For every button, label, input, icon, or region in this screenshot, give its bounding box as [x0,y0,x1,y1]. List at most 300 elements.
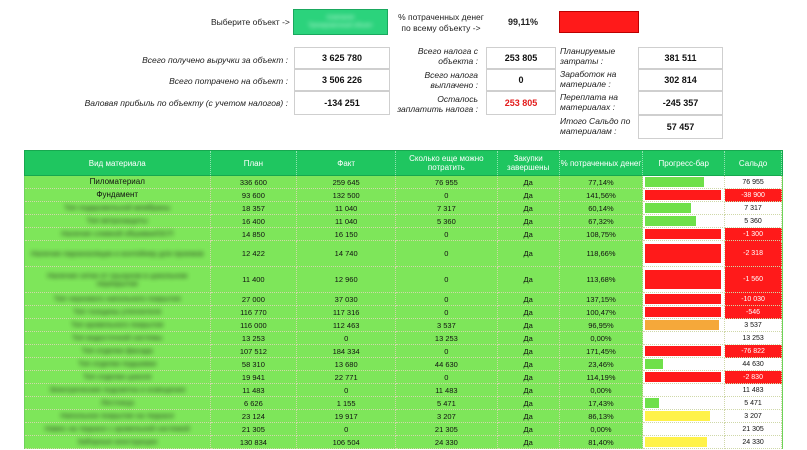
cell-spent-percent-text: 0,00% [590,385,612,395]
cell-material-name [25,176,211,189]
cell-remaining [396,267,498,293]
cell-remaining-text: 0 [444,275,449,284]
cell-plan-text: 12 422 [241,249,265,258]
progress-bar-fill [645,244,721,264]
cell-spent-percent [560,410,644,423]
cell-material-name [25,397,211,410]
cell-balance [725,332,782,345]
cell-fact [297,228,396,241]
cell-plan-text: 58 310 [241,359,265,369]
cell-material-name-text: Тип подкровельной мембраны [64,203,171,212]
cell-material-name [25,384,211,397]
tax-total-label: Всего налога с объекта : [417,46,478,66]
cell-fact [297,241,396,267]
table-row[interactable] [24,202,783,215]
cell-plan [211,345,298,358]
overall-status-indicator [559,11,639,33]
cell-spent-percent [560,176,644,189]
cell-material-name-text: Наличие сетки от грызунов в цокольном перекрытии [47,270,188,288]
cell-plan-text: 107 512 [239,346,267,356]
cell-progress [643,397,725,410]
cell-material-name [25,228,211,241]
cell-balance [725,189,782,202]
cell-fact [297,202,396,215]
cell-remaining [396,293,498,306]
col-material: Вид материала [25,151,211,175]
cell-plan-text: 16 400 [241,216,265,226]
cell-material-name-text: Наличие сливной обшивки/ОСП [61,229,174,238]
cell-remaining [396,397,498,410]
cell-material-name [25,436,211,449]
cell-spent-percent-text: 118,66% [586,249,616,258]
cell-fact-text: 0 [344,424,349,434]
cell-balance [725,267,782,293]
cell-progress [643,306,725,319]
cell-material-name [25,410,211,423]
cell-spent-percent-text: 137,15% [586,294,616,304]
cell-purchases-done [498,293,560,306]
cell-progress [643,423,725,436]
cell-spent-percent [560,436,644,449]
cell-remaining [396,384,498,397]
planned-costs-label: Планируемые затраты : [560,46,616,66]
cell-material-name [25,423,211,436]
cell-material-name-text: Напольное покрытие на террасе [60,411,175,420]
cell-plan [211,241,298,267]
cell-balance [725,319,782,332]
cell-plan [211,306,298,319]
cell-plan-text: 27 000 [241,294,265,304]
table-row[interactable] [24,267,783,293]
cell-spent-percent-text: 141,56% [586,190,616,200]
cell-plan-text: 21 305 [241,424,265,434]
cell-remaining-text: 0 [444,346,449,356]
cell-spent-percent-text: 100,47% [586,307,616,317]
cell-material-name [25,319,211,332]
cell-spent-percent-text: 67,32% [588,216,614,226]
cell-plan [211,384,298,397]
cell-plan-text: 19 941 [241,372,265,382]
cell-purchases-done-text: Да [523,372,533,382]
cell-material-name-text: Тип отделки фасада [81,346,153,355]
cell-material-name-text: Тип водосточной системы [72,333,163,342]
cell-spent-percent-text: 23,46% [588,359,614,369]
select-object-label: Выберите объект -> [211,17,290,27]
cell-remaining [396,189,498,202]
cell-spent-percent [560,423,644,436]
cell-material-name [25,189,211,202]
cell-fact-text: 12 960 [334,275,358,284]
col-plan: План [211,151,298,175]
cell-purchases-done-text: Да [523,294,533,304]
materials-table [24,150,783,449]
cell-plan-text: 13 253 [241,333,265,343]
cell-balance-text: 5 471 [744,399,762,407]
cell-material-name-text: Навес на террасе с кровельной системой [44,424,190,433]
cell-remaining-text: 0 [444,190,449,200]
cell-balance-text: 3 207 [744,412,762,420]
table-row[interactable] [24,358,783,371]
cell-purchases-done-text: Да [523,359,533,369]
cell-balance [725,293,782,306]
cell-purchases-done [498,176,560,189]
cell-balance-text: 24 330 [742,438,764,446]
table-row[interactable] [24,228,783,241]
cell-material-name-text: Лестница [100,398,134,407]
cell-plan [211,267,298,293]
cell-balance-text: 11 483 [742,386,764,394]
cell-spent-percent-text: 81,40% [588,437,614,447]
cell-balance [725,410,782,423]
cell-plan-text: 336 600 [239,177,267,187]
cell-material-name [25,371,211,384]
table-row[interactable] [24,423,783,436]
cell-balance [725,358,782,371]
cell-plan-text: 130 834 [239,437,267,447]
cell-purchases-done [498,397,560,410]
cell-spent-percent-text: 0,00% [590,424,612,434]
cell-balance-text: -76 822 [741,347,765,355]
cell-plan-text: 116 770 [240,307,267,317]
cell-fact-text: 11 040 [334,216,358,226]
cell-balance [725,371,782,384]
table-row[interactable] [24,306,783,319]
table-row[interactable] [24,189,783,202]
cell-spent-percent [560,306,644,319]
revenue-value: 3 625 780 [294,47,390,69]
table-row[interactable] [24,397,783,410]
materials-balance-value: 57 457 [638,115,723,139]
cell-spent-percent [560,319,644,332]
cell-balance-text: 13 253 [742,334,764,342]
cell-spent-percent [560,371,644,384]
cell-material-name [25,241,211,267]
cell-progress [643,345,725,358]
cell-remaining-text: 3 537 [436,320,456,330]
cell-balance-text: -546 [746,308,761,316]
cell-balance-text: -1 560 [743,276,763,283]
cell-plan-text: 11 483 [242,385,265,395]
cell-fact-text: 117 316 [332,307,360,317]
table-row[interactable] [24,215,783,228]
cell-spent-percent [560,345,644,358]
cell-material-name-text: Электрические подсветка и освещение [48,385,186,394]
cell-fact-text: 0 [344,385,349,395]
cell-purchases-done [498,215,560,228]
cell-plan [211,228,298,241]
cell-fact [297,306,396,319]
cell-purchases-done-text: Да [523,307,533,317]
cell-purchases-done [498,345,560,358]
col-progress-bar: Прогресс-бар [643,151,725,175]
cell-remaining-text: 76 955 [434,177,458,187]
cell-remaining [396,436,498,449]
cell-spent-percent-text: 171,45% [586,346,616,356]
progress-bar-fill [645,346,721,355]
cell-remaining-text: 13 253 [434,333,458,343]
cell-purchases-done [498,228,560,241]
cell-purchases-done-text: Да [523,398,533,408]
cell-material-name [25,202,211,215]
table-header [24,150,783,176]
cell-material-name [25,306,211,319]
cell-fact [297,345,396,358]
cell-balance [725,345,782,358]
spent-label: Всего потрачено на объект : [169,76,288,86]
cell-balance-text: -10 030 [741,295,765,303]
cell-plan-text: 6 626 [244,398,263,408]
cell-remaining [396,202,498,215]
cell-remaining-text: 0 [444,249,449,258]
cell-remaining [396,358,498,371]
cell-balance-text: -2 318 [743,250,763,257]
cell-fact-text: 37 030 [334,294,358,304]
cell-plan-text: 116 000 [240,320,267,330]
cell-plan-text: 93 600 [241,190,265,200]
cell-progress [643,228,725,241]
progress-bar-fill [645,320,718,329]
cell-remaining [396,241,498,267]
tax-paid-value: 0 [486,69,556,91]
cell-purchases-done [498,202,560,215]
table-row[interactable] [24,293,783,306]
cell-remaining-text: 0 [444,372,449,382]
cell-progress [643,371,725,384]
cell-purchases-done [498,319,560,332]
cell-remaining-text: 0 [444,294,449,304]
overpayment-label: Переплата на материалах : [560,92,619,112]
cell-fact-text: 19 917 [334,411,358,421]
cell-fact-text: 13 680 [334,359,358,369]
spent-percent-label: % потраченных денег по всему объекту -> [398,12,484,33]
cell-balance [725,397,782,410]
cell-purchases-done-text: Да [523,275,533,284]
cell-balance [725,176,782,189]
cell-spent-percent [560,215,644,228]
cell-purchases-done-text: Да [523,190,533,200]
table-row[interactable] [24,345,783,358]
cell-remaining-text: 21 305 [434,424,458,434]
materials-balance-label: Итого Сальдо по материалам : [560,116,631,136]
cell-spent-percent [560,202,644,215]
cell-remaining [396,306,498,319]
cell-spent-percent-text: 60,14% [588,203,614,213]
cell-plan [211,293,298,306]
cell-plan [211,215,298,228]
cell-purchases-done [498,410,560,423]
cell-fact-text: 106 504 [332,437,360,447]
cell-plan-text: 14 850 [241,229,265,239]
col-purchases-done: Закупки завершены [498,151,560,175]
cell-plan [211,176,298,189]
cell-balance [725,306,782,319]
object-name-line2: Тренировочный объект [308,23,373,29]
cell-spent-percent-text: 86,13% [588,411,614,421]
cell-purchases-done-text: Да [523,320,533,330]
tax-left-value: 253 805 [486,91,556,115]
profit-value: -134 251 [294,91,390,115]
cell-purchases-done [498,436,560,449]
progress-bar-fill [645,216,696,225]
cell-purchases-done-text: Да [523,385,533,395]
object-name-line1: Компания [326,15,355,21]
cell-balance-text: -2 830 [743,373,763,381]
cell-plan [211,410,298,423]
cell-purchases-done [498,306,560,319]
cell-remaining [396,176,498,189]
cell-purchases-done-text: Да [523,229,533,239]
cell-spent-percent-text: 0,00% [590,333,612,343]
cell-material-name-text: Тип кровельного покрытия [71,320,164,329]
cell-remaining [396,371,498,384]
cell-remaining-text: 3 207 [436,411,456,421]
cell-material-name-text: Заборные конструкции [77,437,158,446]
progress-bar-fill [645,372,721,381]
cell-progress [643,436,725,449]
cell-remaining-text: 24 330 [434,437,458,447]
table-row[interactable] [24,436,783,449]
cell-fact-text: 1 155 [336,398,356,408]
cell-fact [297,215,396,228]
cell-purchases-done-text: Да [523,203,533,213]
material-earnings-label: Заработок на материале : [560,69,617,89]
cell-balance-text: -38 900 [741,191,765,199]
cell-remaining-text: 5 360 [436,216,456,226]
cell-material-name-text: Пиломатериал [89,177,145,186]
cell-fact [297,293,396,306]
cell-material-name [25,293,211,306]
cell-material-name-text: Тип чернового напольного покрытия [53,294,181,303]
planned-costs-value: 381 511 [638,47,723,69]
cell-purchases-done [498,358,560,371]
cell-balance-text: 5 360 [744,217,762,225]
table-body [24,176,783,449]
table-row[interactable] [24,384,783,397]
col-spent-percent: % потраченных денег [560,151,644,175]
cell-fact-text: 112 463 [332,320,360,330]
cell-balance-text: 7 317 [744,204,762,212]
object-select[interactable] [293,9,388,35]
progress-bar-fill [645,398,658,407]
cell-balance-text: -1 300 [743,230,763,238]
cell-remaining [396,423,498,436]
tax-paid-label: Всего налога выплачено : [424,70,478,90]
cell-progress [643,358,725,371]
cell-purchases-done-text: Да [523,424,533,434]
cell-progress [643,319,725,332]
cell-remaining [396,410,498,423]
cell-plan [211,436,298,449]
cell-fact-text: 14 740 [334,249,358,258]
cell-plan [211,332,298,345]
cell-fact [297,423,396,436]
cell-fact [297,176,396,189]
cell-material-name-text: Тип толщины утеплителя [73,307,162,316]
cell-plan-text: 23 124 [241,411,265,421]
col-remaining: Сколько еще можно потратить [396,151,498,175]
tax-left-label: Осталось заплатить налога : [397,94,478,114]
cell-purchases-done [498,423,560,436]
cell-purchases-done-text: Да [523,249,533,258]
cell-material-name-text: Тип отделки цоколя [83,372,152,381]
cell-material-name [25,267,211,293]
cell-material-name [25,332,211,345]
cell-fact [297,319,396,332]
cell-spent-percent [560,384,644,397]
cell-spent-percent-text: 17,43% [588,398,614,408]
table-row[interactable] [24,176,783,189]
cell-fact-text: 259 645 [332,177,360,187]
cell-spent-percent [560,189,644,202]
cell-progress [643,202,725,215]
cell-balance [725,423,782,436]
material-earnings-value: 302 814 [638,69,723,91]
cell-balance-text: 44 630 [742,360,764,368]
cell-purchases-done [498,384,560,397]
cell-spent-percent [560,332,644,345]
cell-material-name-text: Тип ветрозащиты [86,216,148,225]
cell-remaining [396,319,498,332]
cell-purchases-done [498,371,560,384]
cell-plan [211,371,298,384]
cell-fact-text: 11 040 [334,203,358,213]
cell-plan-text: 11 400 [242,275,265,284]
table-row[interactable] [24,410,783,423]
cell-progress [643,215,725,228]
table-row[interactable] [24,241,783,267]
cell-fact [297,358,396,371]
cell-balance [725,202,782,215]
cell-progress [643,332,725,345]
cell-plan-text: 18 357 [241,203,265,213]
cell-balance [725,228,782,241]
cell-material-name [25,358,211,371]
cell-spent-percent [560,267,644,293]
cell-spent-percent [560,293,644,306]
table-row[interactable] [24,332,783,345]
cell-material-name [25,345,211,358]
cell-fact-text: 22 771 [334,372,358,382]
cell-progress [643,267,725,293]
overpayment-value: -245 357 [638,91,723,115]
profit-label: Валовая прибыль по объекту (с учетом налогов) : [84,98,288,108]
cell-progress [643,384,725,397]
cell-purchases-done-text: Да [523,333,533,343]
cell-spent-percent [560,241,644,267]
cell-fact-text: 184 334 [332,346,360,356]
table-row[interactable] [24,371,783,384]
col-fact: Факт [297,151,396,175]
cell-remaining-text: 11 483 [435,385,458,395]
cell-balance [725,215,782,228]
cell-progress [643,189,725,202]
cell-plan [211,189,298,202]
tax-total-value: 253 805 [486,47,556,69]
cell-purchases-done [498,267,560,293]
cell-spent-percent-text: 114,19% [586,372,616,382]
cell-material-name [25,215,211,228]
cell-balance [725,436,782,449]
cell-plan [211,202,298,215]
progress-bar-fill [645,294,721,303]
cell-material-name-text: Тип отделки подшивки [78,359,157,368]
cell-purchases-done [498,241,560,267]
cell-remaining [396,332,498,345]
progress-bar-fill [645,437,707,446]
cell-spent-percent [560,358,644,371]
cell-remaining-text: 0 [444,307,449,317]
table-row[interactable] [24,319,783,332]
